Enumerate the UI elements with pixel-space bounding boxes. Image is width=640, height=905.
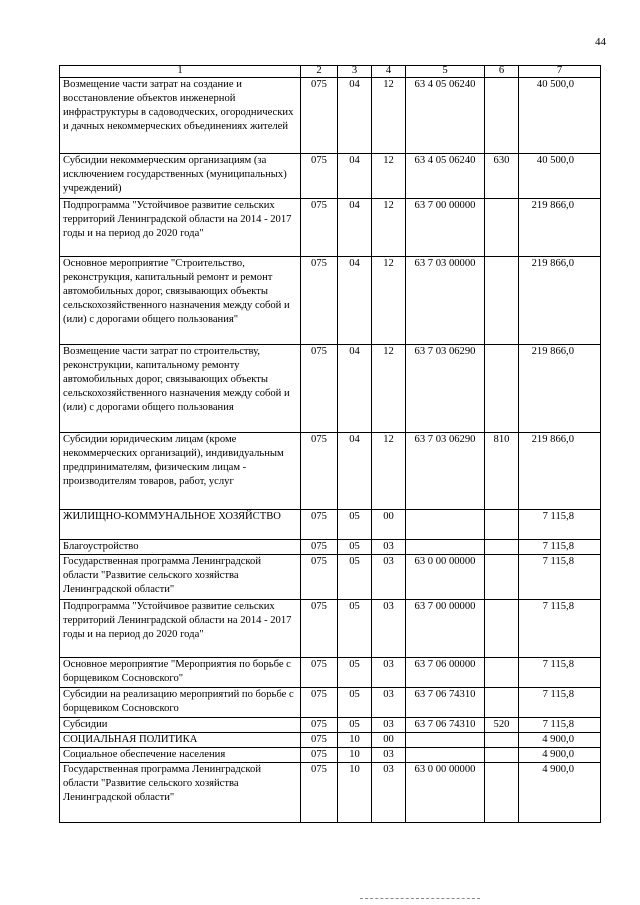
cell-razdel: 05 [338, 540, 372, 555]
cell-glava: 075 [301, 257, 338, 345]
header-cell: 3 [338, 66, 372, 78]
row-name: СОЦИАЛЬНАЯ ПОЛИТИКА [60, 733, 301, 748]
header-row [60, 66, 601, 78]
page-bottom-mark [360, 898, 480, 899]
cell-razdel: 05 [338, 718, 372, 733]
cell-expense-type [485, 688, 519, 718]
table-row [60, 658, 601, 688]
cell-podrazdel: 03 [372, 540, 406, 555]
row-name: Основное мероприятие "Строительство, реконструкция, капитальный ремонт и ремонт автомобильных дорог, связывающих объекты сельскохозяйственного назначения между собой и (или) с дорогами общего пользования" [60, 257, 301, 345]
cell-podrazdel: 12 [372, 257, 406, 345]
row-name: Возмещение части затрат на создание и восстановление объектов инженерной инфраструктуры в садоводческих, огороднических и дачных некоммерческих объединениях жителей [60, 78, 301, 154]
cell-podrazdel: 03 [372, 555, 406, 600]
budget-table [59, 65, 601, 823]
table-row [60, 540, 601, 555]
cell-expense-type: 520 [485, 718, 519, 733]
cell-expense-type [485, 555, 519, 600]
cell-amount: 40 500,0 [519, 78, 601, 154]
row-name: Субсидии юридическим лицам (кроме некоммерческих организаций), индивидуальным предпринимателям, физическим лицам - производителям товаров, работ, услуг [60, 433, 301, 510]
table-row [60, 763, 601, 823]
cell-amount: 7 115,8 [519, 510, 601, 540]
cell-glava: 075 [301, 510, 338, 540]
row-name: Социальное обеспечение населения [60, 748, 301, 763]
cell-amount: 7 115,8 [519, 688, 601, 718]
cell-amount: 4 900,0 [519, 763, 601, 823]
cell-expense-type [485, 600, 519, 658]
cell-amount: 7 115,8 [519, 540, 601, 555]
cell-target-article: 63 0 00 00000 [406, 763, 485, 823]
table-row [60, 433, 601, 510]
row-name: Государственная программа Ленинградской области "Развитие сельского хозяйства Ленинградской области" [60, 763, 301, 823]
cell-razdel: 05 [338, 658, 372, 688]
cell-glava: 075 [301, 733, 338, 748]
cell-target-article [406, 733, 485, 748]
row-name: Государственная программа Ленинградской области "Развитие сельского хозяйства Ленинградской области" [60, 555, 301, 600]
cell-expense-type: 630 [485, 154, 519, 199]
cell-podrazdel: 12 [372, 433, 406, 510]
row-name: Субсидии [60, 718, 301, 733]
cell-target-article: 63 7 00 00000 [406, 199, 485, 257]
cell-razdel: 04 [338, 257, 372, 345]
cell-razdel: 10 [338, 763, 372, 823]
table-row [60, 510, 601, 540]
table-row [60, 78, 601, 154]
row-name: Возмещение части затрат по строительству, реконструкции, капитальному ремонту автомобильных дорог, связывающих объекты сельскохозяйственного назначения между собой и (или) с дорогами общего пользования [60, 345, 301, 433]
row-name: Подпрограмма "Устойчивое развитие сельских территорий Ленинградской области на 2014 - 2017 годы и на период до 2020 года" [60, 199, 301, 257]
cell-expense-type [485, 763, 519, 823]
table-row [60, 688, 601, 718]
cell-razdel: 10 [338, 733, 372, 748]
cell-razdel: 05 [338, 688, 372, 718]
cell-glava: 075 [301, 600, 338, 658]
cell-podrazdel: 12 [372, 154, 406, 199]
table-row [60, 733, 601, 748]
table-row [60, 600, 601, 658]
cell-razdel: 04 [338, 78, 372, 154]
cell-expense-type [485, 199, 519, 257]
row-name: Субсидии некоммерческим организациям (за исключением государственных (муниципальных) учреждений) [60, 154, 301, 199]
cell-expense-type: 810 [485, 433, 519, 510]
cell-podrazdel: 03 [372, 763, 406, 823]
header-cell: 5 [406, 66, 485, 78]
cell-razdel: 05 [338, 555, 372, 600]
cell-amount: 7 115,8 [519, 658, 601, 688]
table-row [60, 345, 601, 433]
cell-podrazdel: 03 [372, 658, 406, 688]
row-name: Субсидии на реализацию мероприятий по борьбе с борщевиком Сосновского [60, 688, 301, 718]
cell-target-article: 63 7 00 00000 [406, 600, 485, 658]
cell-glava: 075 [301, 345, 338, 433]
cell-podrazdel: 12 [372, 78, 406, 154]
cell-razdel: 04 [338, 433, 372, 510]
cell-podrazdel: 12 [372, 199, 406, 257]
cell-expense-type [485, 658, 519, 688]
cell-podrazdel: 03 [372, 748, 406, 763]
cell-podrazdel: 12 [372, 345, 406, 433]
cell-razdel: 05 [338, 510, 372, 540]
cell-glava: 075 [301, 199, 338, 257]
row-name: Благоустройство [60, 540, 301, 555]
table-row [60, 718, 601, 733]
cell-amount: 4 900,0 [519, 748, 601, 763]
cell-razdel: 05 [338, 600, 372, 658]
table-row [60, 199, 601, 257]
cell-expense-type [485, 257, 519, 345]
header-cell: 2 [301, 66, 338, 78]
cell-expense-type [485, 733, 519, 748]
header-cell: 6 [485, 66, 519, 78]
cell-glava: 075 [301, 154, 338, 199]
table-row [60, 154, 601, 199]
cell-target-article: 63 7 06 00000 [406, 658, 485, 688]
cell-podrazdel: 03 [372, 688, 406, 718]
row-name: ЖИЛИЩНО-КОММУНАЛЬНОЕ ХОЗЯЙСТВО [60, 510, 301, 540]
cell-glava: 075 [301, 433, 338, 510]
cell-podrazdel: 00 [372, 510, 406, 540]
cell-razdel: 04 [338, 345, 372, 433]
cell-target-article: 63 4 05 06240 [406, 78, 485, 154]
header-cell: 1 [60, 66, 301, 78]
cell-target-article [406, 510, 485, 540]
cell-expense-type [485, 345, 519, 433]
cell-razdel: 04 [338, 154, 372, 199]
cell-glava: 075 [301, 540, 338, 555]
cell-target-article: 63 0 00 00000 [406, 555, 485, 600]
cell-amount: 7 115,8 [519, 555, 601, 600]
cell-razdel: 10 [338, 748, 372, 763]
cell-razdel: 04 [338, 199, 372, 257]
cell-amount: 40 500,0 [519, 154, 601, 199]
cell-amount: 4 900,0 [519, 733, 601, 748]
header-cell: 4 [372, 66, 406, 78]
cell-target-article: 63 7 03 06290 [406, 345, 485, 433]
cell-expense-type [485, 748, 519, 763]
table-row [60, 748, 601, 763]
table-row [60, 555, 601, 600]
cell-expense-type [485, 78, 519, 154]
page-number: 44 [595, 36, 606, 48]
cell-podrazdel: 03 [372, 600, 406, 658]
cell-target-article: 63 4 05 06240 [406, 154, 485, 199]
cell-amount: 7 115,8 [519, 718, 601, 733]
cell-glava: 075 [301, 748, 338, 763]
cell-glava: 075 [301, 78, 338, 154]
cell-podrazdel: 00 [372, 733, 406, 748]
cell-glava: 075 [301, 658, 338, 688]
cell-podrazdel: 03 [372, 718, 406, 733]
header-cell: 7 [519, 66, 601, 78]
row-name: Основное мероприятие "Мероприятия по борьбе с борщевиком Сосновского" [60, 658, 301, 688]
cell-target-article: 63 7 06 74310 [406, 688, 485, 718]
cell-target-article: 63 7 06 74310 [406, 718, 485, 733]
cell-amount: 7 115,8 [519, 600, 601, 658]
cell-glava: 075 [301, 718, 338, 733]
cell-target-article: 63 7 03 00000 [406, 257, 485, 345]
table-row [60, 257, 601, 345]
cell-amount: 219 866,0 [519, 433, 601, 510]
cell-expense-type [485, 510, 519, 540]
cell-amount: 219 866,0 [519, 199, 601, 257]
cell-glava: 075 [301, 555, 338, 600]
cell-amount: 219 866,0 [519, 257, 601, 345]
cell-glava: 075 [301, 688, 338, 718]
row-name: Подпрограмма "Устойчивое развитие сельских территорий Ленинградской области на 2014 - 2017 годы и на период до 2020 года" [60, 600, 301, 658]
cell-glava: 075 [301, 763, 338, 823]
cell-target-article [406, 748, 485, 763]
cell-expense-type [485, 540, 519, 555]
cell-target-article: 63 7 03 06290 [406, 433, 485, 510]
cell-amount: 219 866,0 [519, 345, 601, 433]
cell-target-article [406, 540, 485, 555]
